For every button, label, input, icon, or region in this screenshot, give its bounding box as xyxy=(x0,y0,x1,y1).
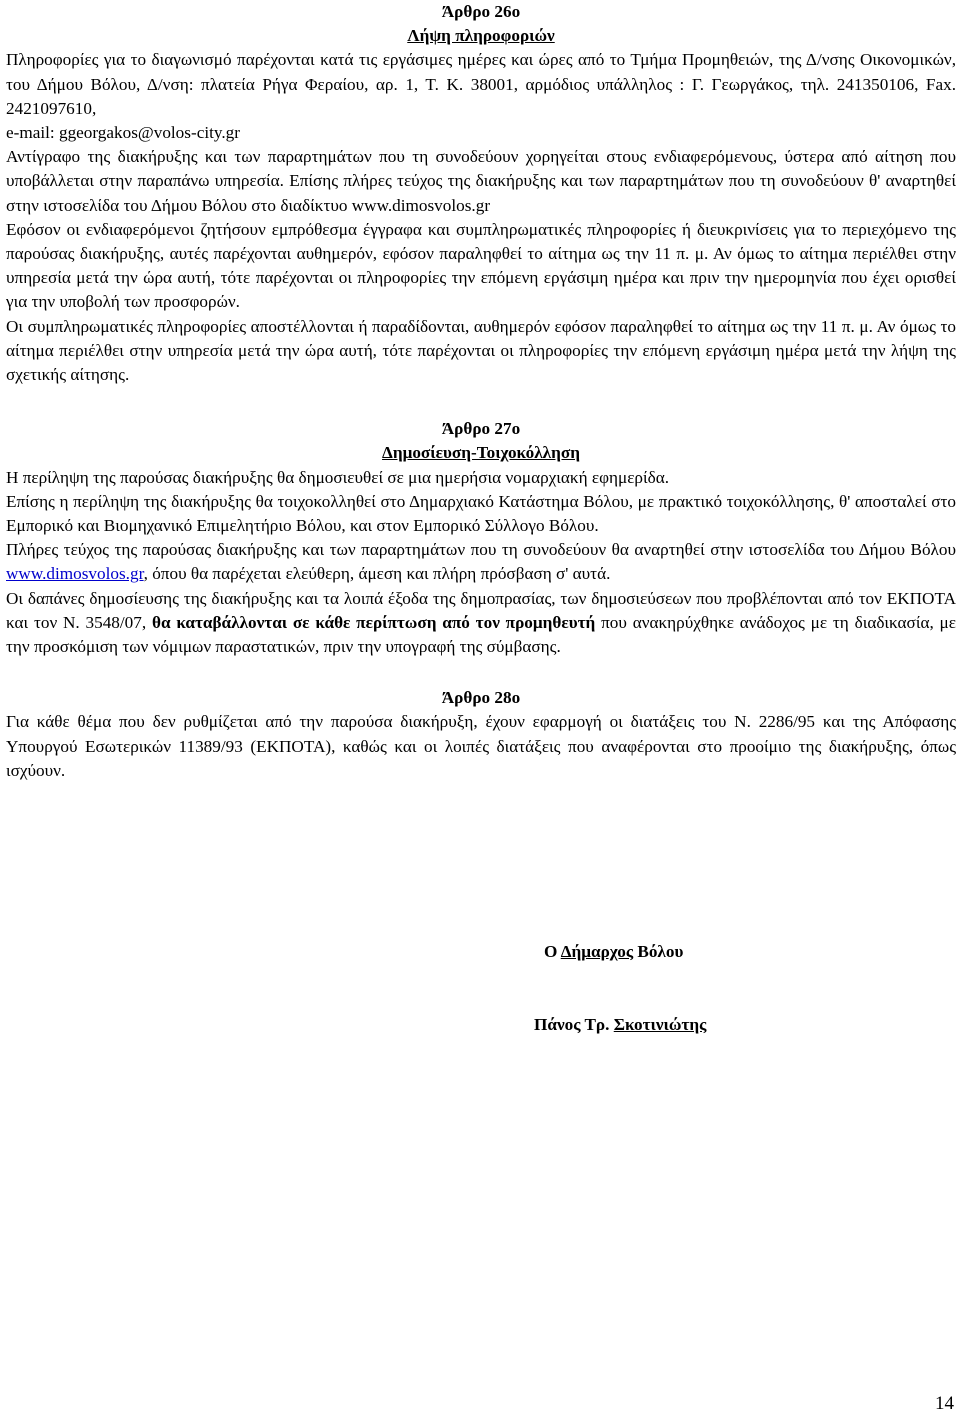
article-26-subtitle: Λήψη πληροφοριών xyxy=(407,26,555,46)
article-27-paragraph-2: Επίσης η περίληψη της διακήρυξης θα τοιχοκολληθεί στο Δημαρχιακό Κατάστημα Βόλου, με πρακτικό τοιχοκόλλησης, θ' αποσταλεί στο Εμπορικό και Βιομηχανικό Επιμελητήριο Βόλου, και στον Εμπορικό Σύλλογο Βόλου. xyxy=(6,491,956,536)
document-page xyxy=(6,0,956,783)
article-28-title: Άρθρο 28ο xyxy=(441,688,521,708)
article-27-p4-text-after: που ανακηρύχθηκε ανάδοχος με τη διαδικασία, με την προσκόμιση των νόμιμων παραστατικών, πριν την υπογραφή της σύμβασης. xyxy=(6,612,956,657)
article-27-paragraph-4 xyxy=(6,587,956,660)
article-26-email-line: e-mail: ggeorgakos@volos-city.gr xyxy=(6,123,240,143)
dimosvolos-link[interactable]: www.dimosvolos.gr xyxy=(6,564,144,584)
signature-name-underlined: Σκοτινιώτης xyxy=(613,1015,707,1034)
article-27-p3-text-after: , όπου θα παρέχεται ελεύθερη, άμεση και πλήρη πρόσβαση σ' αυτά. xyxy=(143,564,611,584)
signature-title xyxy=(544,940,683,964)
signature-title-suffix: Βόλου xyxy=(633,942,684,961)
article-26-paragraph-2: Αντίγραφο της διακήρυξης και των παραρτημάτων που τη συνοδεύουν χορηγείται στους ενδιαφερόμενους, ύστερα από αίτηση που υποβάλλεται στην παραπάνω υπηρεσία. Επίσης πλήρες τεύχος της διακήρυξης και των παραρτημάτων που τη συνοδεύουν θ' αναρτηθεί στην ιστοσελίδα του Δήμου Βόλου στο διαδίκτυο www.dimosvolos.gr xyxy=(6,147,956,215)
article-27-title: Άρθρο 27ο xyxy=(441,419,521,439)
article-27-subtitle: Δημοσίευση-Τοιχοκόλληση xyxy=(382,443,580,463)
article-27-p4-text-before: Οι δαπάνες δημοσίευσης της διακήρυξης και τα λοιπά έξοδα της δημοπρασίας, των δημοσιεύσεων που προβλέπονται από τον ΕΚΠΟΤΑ και τον Ν. 3548/07, xyxy=(6,588,956,632)
article-26-paragraph-4: Οι συμπληρωματικές πληροφορίες αποστέλλονται ή παραδίδονται, αυθημερόν εφόσον παραληφθεί το αίτημα ως την 11 π. μ. Αν όμως το αίτημα περιέλθει στην υπηρεσία μετά την ώρα αυτή, τότε παρέχονται οι πληροφορίες την επόμενη εργάσιμη ημέρα μετά την λήψη της σχετικής αίτησης. xyxy=(6,316,956,385)
signature-name xyxy=(534,1013,706,1037)
signature-name-prefix: Πάνος Τρ. xyxy=(534,1015,614,1034)
article-27-p4-bold-text: θα καταβάλλονται σε κάθε περίπτωση από τον προμηθευτή xyxy=(151,612,596,632)
article-26-paragraph-3: Εφόσον οι ενδιαφερόμενοι ζητήσουν εμπρόθεσμα έγγραφα και συμπληρωματικές πληροφορίες ή διευκρινίσεις για το περιεχόμενο της παρούσας διακήρυξης, αυτές παρέχονται αυθημερόν, εφόσον παραληφθεί το αίτημα ως την 11 π. μ. Αν όμως το αίτημα περιέλθει στην υπηρεσία μετά την ώρα αυτή, τότε παρέχονται οι πληροφορίες την επόμενη εργάσιμη ημέρα και πριν την ημερομηνία που έχει ορισθεί για την υποβολή των προσφορών. xyxy=(6,219,956,312)
article-27-paragraph-1: Η περίληψη της παρούσας διακήρυξης θα δημοσιευθεί σε μια ημερήσια νομαρχιακή εφημερίδα. xyxy=(6,467,670,487)
article-27-p3-text-before: Πλήρες τεύχος της παρούσας διακήρυξης και των παραρτημάτων που τη συνοδεύουν θα αναρτηθεί στην ιστοσελίδα του Δήμου Βόλου xyxy=(6,540,956,560)
signature-title-underlined: Δήμαρχος xyxy=(560,942,634,961)
article-27-paragraph-3 xyxy=(6,538,956,586)
page-number: 14 xyxy=(935,1393,954,1414)
article-26-title: Άρθρο 26ο xyxy=(441,2,521,21)
signature-title-prefix: Ο xyxy=(544,942,561,961)
article-26-paragraph-1: Πληροφορίες για το διαγωνισμό παρέχονται κατά τις εργάσιμες ημέρες και ώρες από το Τμήμα Προμηθειών, της Δ/νσης Οικονομικών, του Δήμου Βόλου, Δ/νση: πλατεία Ρήγα Φεραίου, αρ. 1, Τ. Κ. 38001, αρμόδιος υπάλληλος : Γ. Γεωργάκος, τηλ. 241350106, Fax. 2421097610, xyxy=(6,50,956,118)
article-28-paragraph-1: Για κάθε θέμα που δεν ρυθμίζεται από την παρούσα διακήρυξη, έχουν εφαρμογή οι διατάξεις του Ν. 2286/95 και της Απόφασης Υπουργού Εσωτερικών 11389/93 (ΕΚΠΟΤΑ), καθώς και οι λοιπές διατάξεις που αναφέρονται στο προοίμιο της διακήρυξης, όπως ισχύουν. xyxy=(6,712,956,780)
